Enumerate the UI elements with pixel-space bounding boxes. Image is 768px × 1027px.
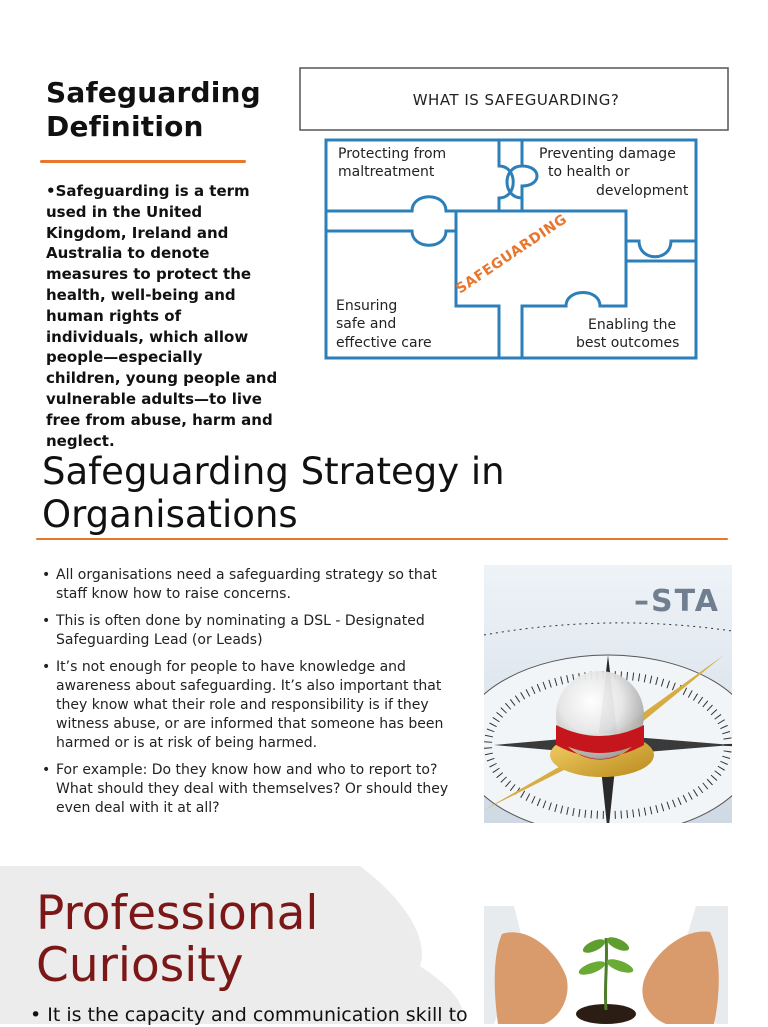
strategy-title: Safeguarding Strategy in Organisations	[42, 450, 505, 536]
tl-line-1: Protecting from	[338, 146, 447, 162]
bl-line-2: safe and	[336, 316, 397, 332]
diagram-header: WHAT IS SAFEGUARDING?	[412, 91, 620, 109]
what-is-safeguarding-diagram	[296, 66, 730, 368]
hands-seedling-image	[484, 906, 728, 1024]
compass-label: –STA	[634, 584, 720, 619]
diagram-center-label: SAFEGUARDING	[453, 211, 571, 298]
strategy-bullets	[40, 566, 460, 826]
tl-line-2: maltreatment	[338, 164, 435, 180]
strategy-bullet	[40, 761, 460, 818]
seedling-stem	[605, 938, 606, 1010]
tr-line-3: development	[596, 183, 689, 199]
strategy-bullet	[40, 612, 460, 650]
bullet-dot: •	[42, 762, 51, 778]
strategy-divider	[36, 538, 728, 540]
bl-line-3: effective care	[336, 335, 432, 351]
professional-bullet: • It is the capacity and communication skill to	[30, 1004, 468, 1026]
br-line-2: best outcomes	[576, 335, 680, 351]
strategy-bullet	[40, 658, 460, 753]
professional-title-line-1: Professional	[36, 886, 319, 941]
definition-body: •Safeguarding is a term used in the United Kingdom, Ireland and Australia to denote measures to protect the health, well-being and human rights of individuals, which allow people—especially children, young people and vulnerable adults—to live free from abuse, harm and neglect.	[46, 182, 278, 450]
professional-title-line-2: Curiosity	[36, 938, 244, 993]
compass-image	[484, 565, 732, 823]
strategy-bullet-text: This is often done by nominating a DSL - Designated Safeguarding Lead (or Leads)	[56, 613, 425, 648]
strategy-bullet	[40, 566, 460, 604]
definition-title: Safeguarding Definition	[46, 76, 261, 143]
tr-line-1: Preventing damage	[539, 146, 676, 162]
professional-title	[36, 888, 416, 992]
bullet-dot: •	[42, 613, 51, 629]
bl-line-1: Ensuring	[336, 298, 398, 314]
bullet-dot: •	[42, 567, 51, 583]
bullet-dot: •	[42, 659, 51, 675]
strategy-bullet-text: For example: Do they know how and who to report to? What should they deal with themselves? Or should they even deal with it at all?	[56, 762, 449, 816]
strategy-bullet-text: All organisations need a safeguarding strategy so that staff know how to raise concerns.	[56, 567, 437, 602]
definition-divider	[40, 160, 246, 163]
strategy-bullet-text: It’s not enough for people to have knowledge and awareness about safeguarding. It’s also important that they know what their role and responsibility is if they witness abuse, or are informed that someone has been harmed or is at risk of being harmed.	[56, 659, 444, 751]
tr-line-2: to health or	[548, 164, 630, 180]
br-line-1: Enabling the	[588, 317, 677, 333]
